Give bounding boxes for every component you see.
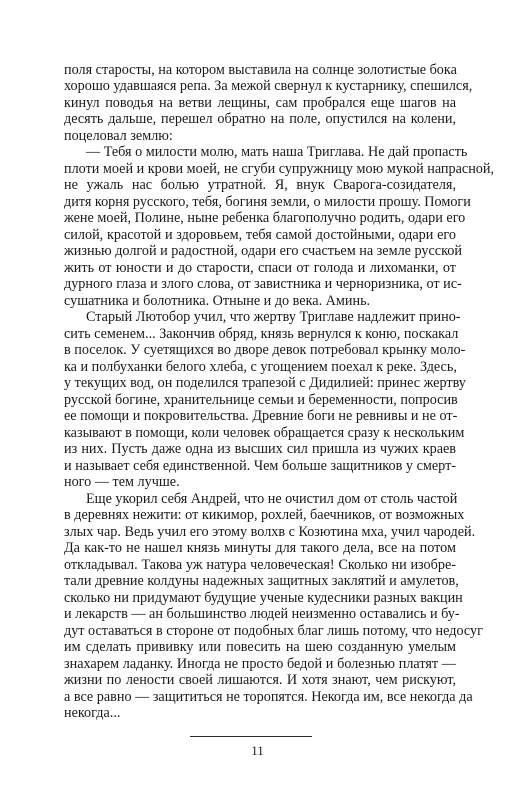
text-line: сушатника и болотника. Отныне и до века. Аминь.	[64, 292, 371, 309]
text-line: откладывал. Такова уж натура человеческая! Сколько ни изобре-	[64, 556, 456, 573]
text-line: некогда...	[64, 705, 121, 721]
text-line: и лекарств — ан большинство людей неизменно оставались и бу-	[64, 606, 460, 622]
text-line: поля старосты, на котором выставила на солнце золотистые бока	[64, 61, 457, 78]
text-line: злых чар. Ведь учил его этому волхв с Козютина мха, учил чародей.	[64, 523, 476, 540]
text-line: Да как-то не нашел князь минуты для такого дела, все на потом	[64, 540, 456, 556]
text-line: в деревнях нежити: от кикимор, рохлей, баечников, от возможных	[64, 507, 465, 523]
text-line: силой, красотой и здоровьем, тебя самой достойными, одари его	[64, 226, 456, 243]
text-line: сить семенем... Закончив обряд, князь вернулся к коню, поскакал	[64, 325, 459, 342]
text-line: дут оставаться в стороне от подобных благ лишь потому, что недосуг	[64, 622, 483, 639]
text-line: тали древние колдуны надежных защитных заклятий и амулетов,	[64, 573, 459, 589]
text-line: сколько ни придумают будущие ученые кудесники разных вакцин	[64, 589, 463, 606]
text-line: в поселок. У суетящихся во дворе девок потребовал крынку моло-	[64, 342, 466, 358]
text-line: жизни по лености своей лишаются. И хотя знают, чем рискуют,	[64, 672, 456, 688]
text-line: у текущих вод, он поделился трапезой с Дидилией: принес жертву	[64, 375, 466, 391]
text-line: казывают в помощи, коли человек обращается сразу к нескольким	[64, 424, 465, 441]
text-line: Старый Лютобор учил, что жертву Триглаве надлежит прино-	[86, 309, 461, 325]
footer-rule	[190, 736, 312, 737]
text-line: ка и полбуханки белого хлеба, с угощением поехал к реке. Здесь,	[64, 358, 457, 375]
text-line: не ужаль нас болью утратной. Я, внук Сварога-созидателя,	[64, 177, 456, 193]
text-line: дитя корня русского, тебя, богиня земли, о милости прошу. Помоги	[64, 193, 471, 210]
text-line: из них. Пусть даже одна из высших сил пришла из чужих краев	[64, 441, 456, 457]
text-line: кинул поводья на ветви лещины, сам пробрался еще шагов на	[64, 94, 456, 111]
text-line: поцеловал землю:	[64, 127, 173, 144]
text-line: ее помощи и покровительства. Древние боги не ревнивы и не от-	[64, 408, 458, 424]
text-line: жизнью долгой и радостной, одари его счастьем на земле русской	[64, 243, 462, 259]
text-line: русской богине, хранительнице семьи и беременности, попросив	[64, 391, 458, 408]
text-line: дурного глаза и злого слова, от завистника и черноризника, от ис-	[64, 276, 462, 292]
text-line: плоти моей и крови моей, не сгуби супружницу мою мукой напрасной,	[64, 160, 495, 177]
text-line: а все равно — защититься не торопятся. Некогда им, все некогда да	[64, 688, 473, 705]
text-line: жене моей, Полине, ныне ребенка благополучно родить, одари его	[64, 210, 466, 226]
page-number: 11	[251, 743, 264, 758]
text-line: знахарем ладанку. Иногда не просто бедой и болезнью платят —	[64, 655, 456, 672]
text-line: хорошо удавшаяся репа. За межой свернул к кустарнику, спешился,	[64, 78, 473, 94]
text-line: жить от юности и до старости, спаси от голода и лихоманки, от	[64, 259, 456, 276]
text-line: им сделать прививку или повесить на шею созданную умелым	[64, 639, 456, 655]
text-line: ного — тем лучше.	[64, 474, 180, 490]
text-line: и называет себя единственной. Чем больше защитников у смерт-	[64, 457, 456, 474]
text-line: десять дальше, перешел обратно на поле, опустился на колени,	[64, 111, 456, 127]
text-line: — Тебя о милости молю, мать наша Триглава. Не дай пропасть	[86, 144, 468, 160]
text-line: Еще укорил себя Андрей, что не очистил дом от столь частой	[86, 490, 458, 507]
